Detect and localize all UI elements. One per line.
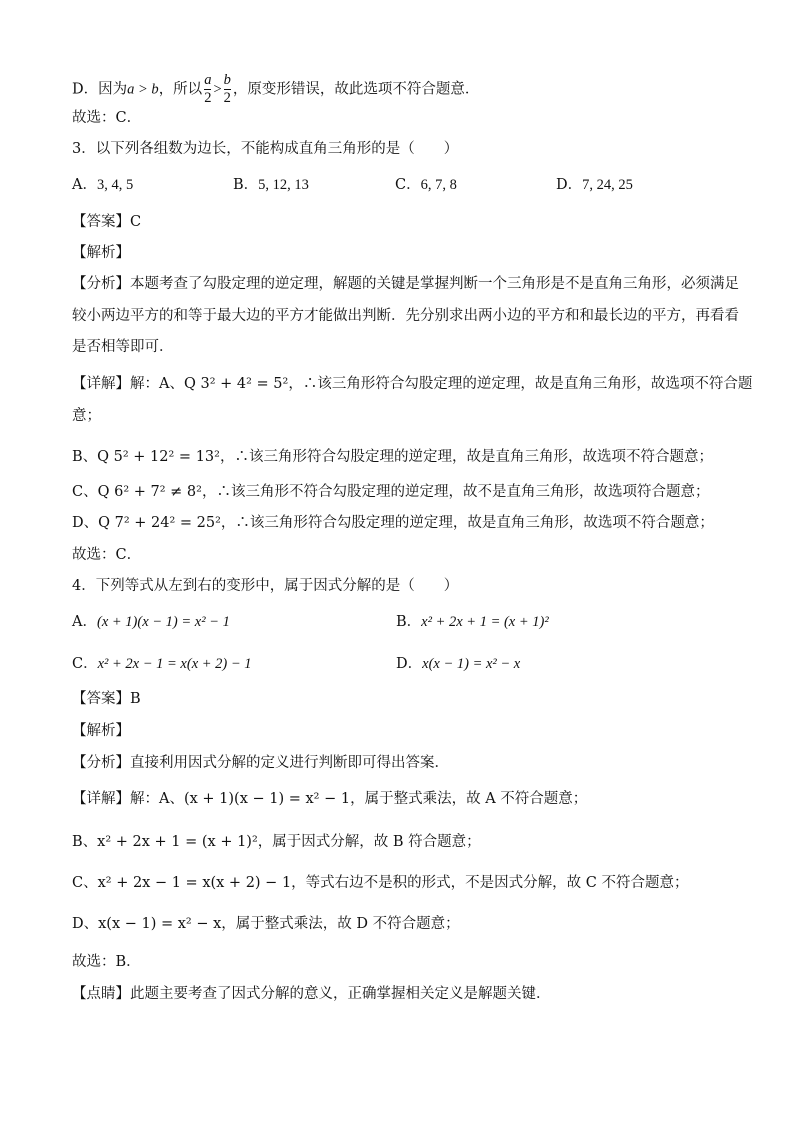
q2-choose: 故选：C． bbox=[72, 110, 142, 126]
q4-answer: 【答案】B bbox=[72, 691, 141, 707]
q2-text: ，原变形错误，故此选项不符合题意． bbox=[232, 81, 480, 98]
q2-condition: a > b bbox=[127, 81, 159, 98]
q3-option-a: A．3, 4, 5 bbox=[72, 177, 134, 193]
q3-question: 3．以下列各组数为边长，不能构成直角三角形的是（ ） bbox=[72, 141, 459, 157]
q3-detail-a-line-2: 意； bbox=[72, 408, 101, 424]
q4-option-b: B．x² + 2x + 1 = (x + 1)² bbox=[396, 614, 549, 630]
q3-analysis-line-1: 【分析】本题考查了勾股定理的逆定理，解题的关键是掌握判断一个三角形是不是直角三角形，必须满足 bbox=[72, 276, 739, 292]
q3-option-c: C．6, 7, 8 bbox=[395, 177, 457, 193]
q3-analysis-line-3: 是否相等即可． bbox=[72, 339, 174, 355]
fraction-b-over-2: $\frac{b}{2}$ bbox=[223, 72, 231, 106]
q3-option-d: D．7, 24, 25 bbox=[556, 177, 633, 193]
q4-detail-d: D、x(x − 1) = x² − x，属于整式乘法，故 D 不符合题意； bbox=[72, 916, 460, 932]
q2-text: D．因为 bbox=[72, 81, 128, 98]
q4-detail-a: 【详解】解：A、(x + 1)(x − 1) = x² − 1，属于整式乘法，故 A 不符合题意； bbox=[72, 791, 588, 807]
fraction-a-over-2: $\frac{a}{2}$ bbox=[204, 72, 212, 106]
q4-comment: 【点睛】此题主要考查了因式分解的意义，正确掌握相关定义是解题关键． bbox=[72, 986, 551, 1002]
q4-detail-b: B、x² + 2x + 1 = (x + 1)²，属于因式分解，故 B 符合题意； bbox=[72, 834, 481, 850]
q4-question: 4．下列等式从左到右的变形中，属于因式分解的是（ ） bbox=[72, 578, 459, 594]
q2-option-d-explanation bbox=[72, 72, 479, 107]
q3-option-b: B．5, 12, 13 bbox=[233, 177, 309, 193]
gt-sign: > bbox=[213, 81, 222, 98]
q3-detail-d: D、Q 7² + 24² = 25²，∴该三角形符合勾股定理的逆定理，故是直角三角形，故选项不符合题意； bbox=[72, 515, 714, 531]
q4-option-d: D．x(x − 1) = x² − x bbox=[396, 656, 521, 672]
q4-detail-c: C、x² + 2x − 1 = x(x + 2) − 1，等式右边不是积的形式，不是因式分解，故 C 不符合题意； bbox=[72, 875, 689, 891]
q4-analysis: 【分析】直接利用因式分解的定义进行判断即可得出答案． bbox=[72, 755, 449, 771]
q4-jiexi: 【解析】 bbox=[72, 723, 130, 739]
q4-option-a: A．(x + 1)(x − 1) = x² − 1 bbox=[72, 614, 230, 630]
q3-answer: 【答案】C bbox=[72, 214, 142, 230]
q2-text: ，所以 bbox=[158, 81, 203, 98]
q3-analysis-line-2: 较小两边平方的和等于最大边的平方才能做出判断．先分别求出两小边的平方和和最长边的平方，再看看 bbox=[72, 308, 739, 324]
q3-detail-c: C、Q 6² + 7² ≠ 8²，∴该三角形不符合勾股定理的逆定理，故不是直角三角形，故选项符合题意； bbox=[72, 484, 710, 500]
q3-detail-a-line-1: 【详解】解：A、Q 3² + 4² = 5²，∴该三角形符合勾股定理的逆定理，故是直角三角形，故选项不符合题 bbox=[72, 376, 753, 392]
q3-choose: 故选：C． bbox=[72, 547, 142, 563]
q3-jiexi: 【解析】 bbox=[72, 245, 130, 261]
q4-option-c: C．x² + 2x − 1 = x(x + 2) − 1 bbox=[72, 656, 252, 672]
q3-detail-b: B、Q 5² + 12² = 13²，∴该三角形符合勾股定理的逆定理，故是直角三角形，故选项不符合题意； bbox=[72, 449, 713, 465]
q4-choose: 故选：B． bbox=[72, 954, 141, 970]
